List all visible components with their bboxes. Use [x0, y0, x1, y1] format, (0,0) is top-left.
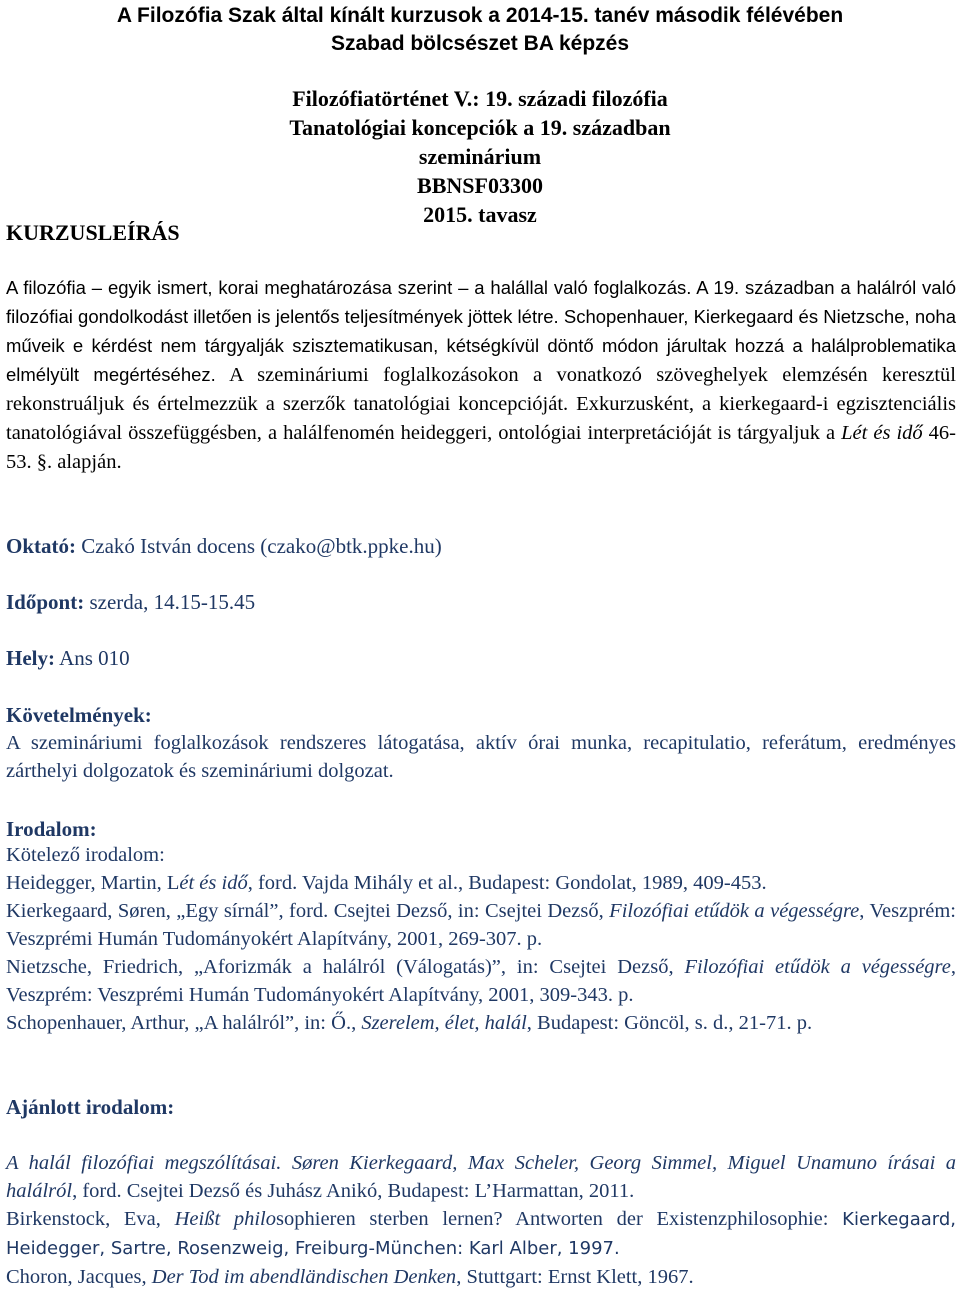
- ref-text: Choron, Jacques,: [6, 1266, 152, 1288]
- ref-text: .,: [345, 1012, 362, 1034]
- instructor-label: Oktató:: [6, 534, 76, 558]
- mandatory-literature-label: Kötelező irodalom:: [6, 844, 165, 866]
- ref-text: Schopenhauer, Arthur, „A halálról”, in: Ő: [6, 1012, 346, 1034]
- description-part-2: A szemináriumi foglalkozásokon a vonatkozó szöveghelyek elemzésén keresztül rekonstruáljuk és értelmezzük a szerzők tanatológiai koncepcióját. Exkurzusként, a kierkegaard-i egzisztenciális tanatológiával összefüggésben, a halálfenomén heideggeri, ontológiai interpretációját is tárgyaljuk a: [6, 364, 957, 444]
- ref-text: Nietzsche, Friedrich, „Aforizmák a halálról (Válogatás)”, in: Csejtei Dezső,: [6, 956, 685, 978]
- literature-label: Irodalom:: [6, 817, 97, 841]
- ref-text: , ford. Vajda Mihály et al., Budapest: Gondolat, 1989, 409-453.: [247, 872, 767, 894]
- description-part-3: 46-53. §. alapján.: [6, 422, 957, 473]
- ref-text: sophieren sterben lernen? Antworten der Existenzphilosophie:: [276, 1208, 843, 1230]
- literature-heading: [6, 815, 956, 843]
- document-subtitle: Szabad bölcsészet BA képzés: [331, 32, 629, 55]
- ref-text: Heidegger, Martin, L: [6, 872, 180, 894]
- instructor-value: Czakó István docens (czako@btk.ppke.hu): [76, 534, 442, 558]
- literature-ref-heidegger: [6, 869, 956, 897]
- ref-title: ét és idő: [179, 872, 248, 894]
- ref-text: , ford. Csejtei Dezső és Juhász Anikó, Budapest: L’Harmattan, 2011.: [72, 1180, 635, 1202]
- ref-title: Heißt philo: [174, 1208, 277, 1230]
- requirements-label: Követelmények:: [6, 703, 152, 727]
- ref-text: , Stuttgart: Ernst Klett, 1967.: [456, 1266, 694, 1288]
- document-title: A Filozófia Szak által kínált kurzusok a 2014-15. tanév második félévében: [116, 4, 844, 27]
- time-value: szerda, 14.15-15.45: [84, 590, 256, 614]
- course-info: [0, 84, 960, 229]
- recommended-literature: [6, 1149, 956, 1291]
- ref-text: Birkenstock, Eva,: [6, 1208, 175, 1230]
- ref-title: Filozófiai etűdök a végességre: [684, 956, 951, 978]
- course-code: BBNSF03300: [417, 173, 543, 198]
- ref-text: , Veszprém: Veszprémi Humán Tudományokért Alapítvány, 2001, 269-307. p.: [6, 900, 957, 950]
- course-title: Filozófiatörténet V.: 19. századi filozófia: [292, 86, 668, 111]
- recommended-label: Ajánlott irodalom:: [6, 1095, 175, 1119]
- instructor-line: [6, 532, 956, 560]
- course-description: [6, 274, 956, 477]
- time-line: [6, 588, 956, 616]
- ref-text: , Veszprém: Veszprémi Humán Tudományokért Alapítvány, 2001, 309-343. p.: [6, 956, 956, 1006]
- description-italic-title: Lét és idő: [841, 422, 923, 444]
- ref-title: A halál filozófiai megszólításai. Søren Kierkegaard, Max Scheler, Georg Simmel, Miguel Unamuno írásai a halálról: [6, 1152, 956, 1202]
- requirements-heading: [6, 701, 956, 729]
- ref-title: Der Tod im abendländischen Denken: [151, 1266, 457, 1288]
- course-subtitle: Tanatológiai koncepciók a 19. században: [289, 115, 671, 140]
- place-label: Hely:: [6, 646, 55, 670]
- course-semester: 2015. tavasz: [423, 202, 537, 227]
- ref-text: Kierkegaard, Søren, „Egy sírnál”, ford. Csejtei Dezső, in: Csejtei Dezső,: [6, 900, 610, 922]
- description-part-1: A filozófia – egyik ismert, korai meghatározása szerint – a halállal való foglalkozás. A 19. században a halálról való filozófiai gondolkodást illetően is jelentős teljesítmények jöttek létre. Schopenhauer, Kierkegaard és Nietzsche, noha műveik e kérdést nem tárgyalják szisztematikusan, kétségkívül döntő módon járultak hozzá a halálproblematika elmélyült megértéséhez.: [6, 277, 956, 385]
- ref-text: Kierkegaard, Heidegger, Sartre, Rosenzweig, Freiburg-München: Karl Alber, 1997.: [6, 1209, 956, 1259]
- recommended-heading: [6, 1093, 956, 1121]
- ref-title: Szerelem, élet, halál: [361, 1012, 527, 1034]
- requirements-text: A szemináriumi foglalkozások rendszeres látogatása, aktív órai munka, recapitulatio, referátum, eredményes zárthelyi dolgozatok és szemináriumi dolgozat.: [6, 732, 956, 782]
- place-value: Ans 010: [54, 646, 130, 670]
- place-line: [6, 644, 956, 672]
- course-description-heading: KURZUSLEÍRÁS: [6, 220, 180, 245]
- literature-ref-nietzsche: [6, 953, 956, 1009]
- recommended-ref-birkenstock: [6, 1205, 956, 1263]
- ref-title: Filozófiai etűdök a végességre: [609, 900, 860, 922]
- time-label: Időpont:: [6, 590, 85, 614]
- literature-ref-schopenhauer: [6, 1009, 956, 1037]
- ref-text: , Budapest: Göncöl, s. d., 21-71. p.: [526, 1012, 813, 1034]
- mandatory-literature: [6, 841, 956, 1037]
- literature-ref-kierkegaard: [6, 897, 956, 953]
- recommended-ref-anthology: [6, 1149, 956, 1205]
- course-type: szeminárium: [418, 144, 542, 169]
- recommended-ref-choron: [6, 1263, 956, 1291]
